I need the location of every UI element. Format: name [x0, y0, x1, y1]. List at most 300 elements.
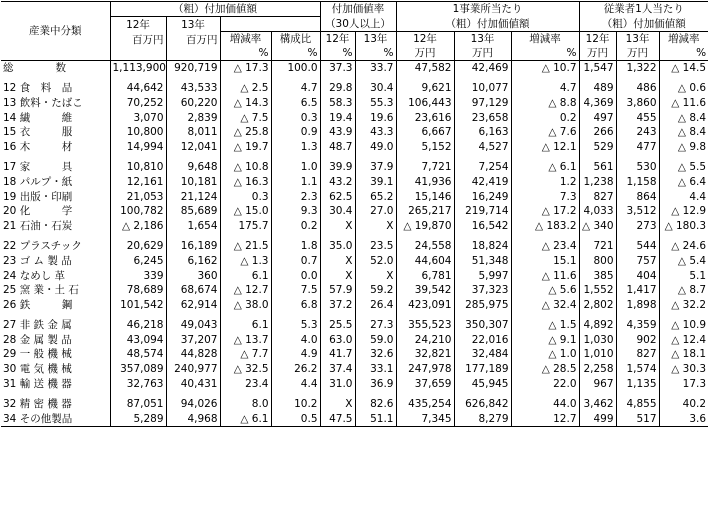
row-label: 23 ゴ ム 製 品 — [3, 254, 72, 267]
estab-change-cell: 15.1 — [511, 254, 579, 269]
va-y12-cell: 339 — [110, 268, 166, 283]
estab-y12-header: 12年 万円 — [396, 31, 454, 60]
estab-y13-cell: 10,077 — [454, 81, 511, 96]
va-change-cell: △ 38.0 — [220, 297, 271, 312]
emp-change-cell: △ 12.4 — [659, 333, 708, 348]
emp-y13-cell: 243 — [616, 125, 659, 140]
emp-y12-header: 12年 万円 — [579, 31, 616, 60]
estab-y13-cell: 177,189 — [454, 362, 511, 377]
va-y13-cell: 6,162 — [166, 254, 220, 269]
rate-y12-cell: 35.0 — [320, 239, 355, 254]
estab-y12-cell: 24,210 — [396, 333, 454, 348]
va-y12-cell: 6,245 — [110, 254, 166, 269]
va-change-cell: △ 25.8 — [220, 125, 271, 140]
estab-y12-cell: 106,443 — [396, 96, 454, 111]
va-y13-cell: 9,648 — [166, 160, 220, 175]
rate-y13-cell: 37.9 — [355, 160, 396, 175]
rate-sub-header: （30人以上） — [320, 17, 396, 32]
estab-change-cell: 7.3 — [511, 189, 579, 204]
table-row — [1, 318, 708, 333]
row-label: 17 家 具 — [3, 161, 73, 174]
estab-y12-cell: 37,659 — [396, 376, 454, 391]
va-y12-cell: 70,252 — [110, 96, 166, 111]
table-row — [1, 139, 708, 154]
estab-change-cell: △ 5.6 — [511, 283, 579, 298]
rate-y13-cell: X — [355, 218, 396, 233]
va-composition-cell: 4.4 — [271, 376, 320, 391]
table-row — [1, 397, 708, 412]
emp-change-cell: △ 0.6 — [659, 81, 708, 96]
per-employee-header-2: （粗）付加価値額 — [579, 17, 708, 32]
va-change-cell: △ 19.7 — [220, 139, 271, 154]
emp-change-cell: △ 24.6 — [659, 239, 708, 254]
estab-y13-cell: 16,249 — [454, 189, 511, 204]
emp-y13-cell: 455 — [616, 110, 659, 125]
va-y12-cell: 100,782 — [110, 204, 166, 219]
va-y13-cell: 62,914 — [166, 297, 220, 312]
va-y12-cell: 78,689 — [110, 283, 166, 298]
emp-y12-cell: 4,892 — [579, 318, 616, 333]
emp-change-cell: △ 32.2 — [659, 297, 708, 312]
emp-y12-cell: △ 340 — [579, 218, 616, 233]
estab-y12-cell: 265,217 — [396, 204, 454, 219]
va-change-cell: △ 16.3 — [220, 175, 271, 190]
table-header — [1, 2, 708, 61]
rate-y12-cell: 43.2 — [320, 175, 355, 190]
rate-y12-cell: 37.4 — [320, 362, 355, 377]
va-y12-cell: 44,642 — [110, 81, 166, 96]
va-change-cell: △ 21.5 — [220, 239, 271, 254]
va-y12-cell: 101,542 — [110, 297, 166, 312]
emp-y13-cell: 3,512 — [616, 204, 659, 219]
va-composition-cell: 0.3 — [271, 110, 320, 125]
va-composition-cell: 26.2 — [271, 362, 320, 377]
estab-y13-cell: 45,945 — [454, 376, 511, 391]
rate-y13-cell: 30.4 — [355, 81, 396, 96]
rate-y12-cell: X — [320, 268, 355, 283]
emp-y13-cell: 1,322 — [616, 60, 659, 75]
emp-y13-cell: 1,417 — [616, 283, 659, 298]
rate-y12-cell: X — [320, 397, 355, 412]
row-label: 30 電 気 機 械 — [3, 363, 72, 376]
emp-change-cell: △ 12.9 — [659, 204, 708, 219]
estab-y12-cell: △ 19,870 — [396, 218, 454, 233]
per-employee-header-1: 従業者1人当たり — [579, 2, 708, 17]
row-label: 29 一 般 機 械 — [3, 348, 72, 361]
rate-y13-cell: 59.0 — [355, 333, 396, 348]
emp-y13-cell: 4,359 — [616, 318, 659, 333]
estab-y13-cell: 32,484 — [454, 347, 511, 362]
emp-change-cell: △ 5.5 — [659, 160, 708, 175]
rate-y12-cell: 39.9 — [320, 160, 355, 175]
estab-change-cell: △ 8.8 — [511, 96, 579, 111]
rate-y12-cell: 37.2 — [320, 297, 355, 312]
row-label: 22 プラスチック — [3, 240, 82, 253]
estab-change-cell: 44.0 — [511, 397, 579, 412]
emp-change-cell: △ 6.4 — [659, 175, 708, 190]
table-row — [1, 412, 708, 427]
va-y12-cell: 12,161 — [110, 175, 166, 190]
rate-y12-cell: 29.8 — [320, 81, 355, 96]
table-row — [1, 254, 708, 269]
va-change-cell: △ 17.3 — [220, 60, 271, 75]
estab-y12-cell: 6,667 — [396, 125, 454, 140]
emp-y13-cell: 1,158 — [616, 175, 659, 190]
row-label: 34 その他製品 — [1, 412, 110, 427]
va-y13-cell: 8,011 — [166, 125, 220, 140]
va-y12-cell: 3,070 — [110, 110, 166, 125]
va-y12-cell: 10,800 — [110, 125, 166, 140]
estab-y13-cell: 626,842 — [454, 397, 511, 412]
rate-y12-cell: 19.4 — [320, 110, 355, 125]
emp-y12-cell: 561 — [579, 160, 616, 175]
rate-y13-cell: 36.9 — [355, 376, 396, 391]
estab-y12-cell: 7,345 — [396, 412, 454, 427]
va-change-header: 増減率 % — [220, 31, 271, 60]
estab-change-header: 増減率 % — [511, 31, 579, 60]
estab-y13-cell: 7,254 — [454, 160, 511, 175]
row-label: 25 窯 業・土 石 — [3, 284, 79, 297]
va-y13-cell: 16,189 — [166, 239, 220, 254]
va-y13-cell: 85,689 — [166, 204, 220, 219]
va-y13-cell: 60,220 — [166, 96, 220, 111]
estab-y12-cell: 435,254 — [396, 397, 454, 412]
table-row — [1, 125, 708, 140]
va-composition-header: 構成比 % — [271, 31, 320, 60]
va-y12-cell: 32,763 — [110, 376, 166, 391]
emp-y13-cell: 864 — [616, 189, 659, 204]
emp-y12-cell: 3,462 — [579, 397, 616, 412]
row-label: 14 繊 維 — [3, 111, 73, 124]
estab-y13-cell: 22,016 — [454, 333, 511, 348]
table-row — [1, 376, 708, 391]
estab-change-cell: △ 1.0 — [511, 347, 579, 362]
va-y13-cell: 920,719 — [166, 60, 220, 75]
table-row — [1, 60, 708, 75]
estab-y12-cell: 47,582 — [396, 60, 454, 75]
row-label: 28 金 属 製 品 — [3, 333, 72, 346]
emp-y12-cell: 1,010 — [579, 347, 616, 362]
va-change-cell: △ 10.8 — [220, 160, 271, 175]
va-composition-cell: 1.3 — [271, 139, 320, 154]
rate-y12-cell: 41.7 — [320, 347, 355, 362]
row-label: 総 数 — [3, 61, 66, 74]
va-y13-header: 13年 百万円 — [166, 17, 220, 61]
emp-y13-cell: 757 — [616, 254, 659, 269]
rate-y12-cell: 43.9 — [320, 125, 355, 140]
va-y12-cell: 48,574 — [110, 347, 166, 362]
emp-y12-cell: 967 — [579, 376, 616, 391]
emp-change-cell: 40.2 — [659, 397, 708, 412]
row-label: 13 飲料・たばこ — [3, 96, 83, 109]
va-composition-cell: 4.0 — [271, 333, 320, 348]
emp-change-cell: 17.3 — [659, 376, 708, 391]
rate-y13-cell: 26.4 — [355, 297, 396, 312]
va-change-cell: 8.0 — [220, 397, 271, 412]
table-row — [1, 347, 708, 362]
rate-y13-cell: 32.6 — [355, 347, 396, 362]
estab-y12-cell: 24,558 — [396, 239, 454, 254]
emp-y13-cell: 902 — [616, 333, 659, 348]
va-change-cell: △ 7.7 — [220, 347, 271, 362]
va-y12-cell: 10,810 — [110, 160, 166, 175]
estab-change-cell: 4.7 — [511, 81, 579, 96]
rate-y13-cell: 33.1 — [355, 362, 396, 377]
emp-change-cell: △ 30.3 — [659, 362, 708, 377]
row-label: 21 石油・石炭 — [3, 219, 73, 232]
estab-change-cell: △ 11.6 — [511, 268, 579, 283]
va-y13-cell: 68,674 — [166, 283, 220, 298]
rate-y13-header: 13年 % — [355, 31, 396, 60]
va-y13-cell: 240,977 — [166, 362, 220, 377]
va-y13-cell: 40,431 — [166, 376, 220, 391]
emp-y12-cell: 4,369 — [579, 96, 616, 111]
va-change-cell: 0.3 — [220, 189, 271, 204]
rate-y12-cell: 62.5 — [320, 189, 355, 204]
emp-change-cell: △ 8.4 — [659, 125, 708, 140]
emp-y12-cell: 385 — [579, 268, 616, 283]
va-composition-cell: 9.3 — [271, 204, 320, 219]
rate-y12-cell: 47.5 — [320, 412, 355, 427]
emp-y13-cell: 827 — [616, 347, 659, 362]
emp-y12-cell: 800 — [579, 254, 616, 269]
table-row — [1, 268, 708, 283]
estab-change-cell: 12.7 — [511, 412, 579, 427]
va-y12-cell: 21,053 — [110, 189, 166, 204]
va-change-cell: △ 14.3 — [220, 96, 271, 111]
emp-y13-cell: 4,855 — [616, 397, 659, 412]
row-label: 15 衣 服 — [3, 126, 73, 139]
va-y13-cell: 43,533 — [166, 81, 220, 96]
emp-y12-cell: 1,552 — [579, 283, 616, 298]
va-y12-cell: 1,113,900 — [110, 60, 166, 75]
emp-y13-cell: 517 — [616, 412, 659, 427]
emp-y12-cell: 1,030 — [579, 333, 616, 348]
emp-y13-cell: 530 — [616, 160, 659, 175]
emp-change-cell: △ 11.6 — [659, 96, 708, 111]
emp-change-cell: △ 180.3 — [659, 218, 708, 233]
estab-y12-cell: 32,821 — [396, 347, 454, 362]
table-row — [1, 96, 708, 111]
va-y12-cell: 5,289 — [110, 412, 166, 427]
estab-y13-cell: 4,527 — [454, 139, 511, 154]
va-composition-cell: 0.0 — [271, 268, 320, 283]
estab-y13-cell: 18,824 — [454, 239, 511, 254]
estab-change-cell: △ 23.4 — [511, 239, 579, 254]
emp-y13-cell: 404 — [616, 268, 659, 283]
emp-y12-cell: 2,802 — [579, 297, 616, 312]
estab-y13-cell: 219,714 — [454, 204, 511, 219]
rate-y13-cell: 55.3 — [355, 96, 396, 111]
estab-y12-cell: 15,146 — [396, 189, 454, 204]
va-change-cell: △ 13.7 — [220, 333, 271, 348]
estab-y13-cell: 5,997 — [454, 268, 511, 283]
emp-change-cell: △ 8.4 — [659, 110, 708, 125]
row-label: 27 非 鉄 金 属 — [3, 319, 72, 332]
emp-y13-cell: 1,898 — [616, 297, 659, 312]
rate-y12-cell: 63.0 — [320, 333, 355, 348]
estab-y12-cell: 6,781 — [396, 268, 454, 283]
row-label: 31 輸 送 機 器 — [3, 377, 72, 390]
emp-change-cell: 5.1 — [659, 268, 708, 283]
emp-change-cell: △ 5.4 — [659, 254, 708, 269]
table-row — [1, 189, 708, 204]
va-composition-cell: 0.2 — [271, 218, 320, 233]
emp-y12-cell: 489 — [579, 81, 616, 96]
estab-y12-cell: 41,936 — [396, 175, 454, 190]
estab-y12-cell: 44,604 — [396, 254, 454, 269]
estab-change-cell: △ 9.1 — [511, 333, 579, 348]
row-label: 19 出版・印刷 — [3, 190, 73, 203]
va-change-cell: △ 32.5 — [220, 362, 271, 377]
va-y12-cell: 87,051 — [110, 397, 166, 412]
emp-y13-cell: 544 — [616, 239, 659, 254]
va-change-cell: △ 6.1 — [220, 412, 271, 427]
per-establishment-header-2: （粗）付加価値額 — [396, 17, 579, 32]
estab-y13-cell: 97,129 — [454, 96, 511, 111]
estab-change-cell: △ 183.2 — [511, 218, 579, 233]
estab-y13-cell: 16,542 — [454, 218, 511, 233]
va-composition-cell: 100.0 — [271, 60, 320, 75]
rate-y12-cell: 48.7 — [320, 139, 355, 154]
emp-change-cell: △ 9.8 — [659, 139, 708, 154]
estab-y13-cell: 42,419 — [454, 175, 511, 190]
emp-y13-cell: 1,135 — [616, 376, 659, 391]
emp-y12-cell: 529 — [579, 139, 616, 154]
table-row — [1, 239, 708, 254]
va-change-cell: △ 12.7 — [220, 283, 271, 298]
estab-y13-cell: 37,323 — [454, 283, 511, 298]
emp-y13-cell: 486 — [616, 81, 659, 96]
table-body — [1, 60, 708, 427]
per-establishment-header-1: 1事業所当たり — [396, 2, 579, 17]
emp-y12-cell: 1,547 — [579, 60, 616, 75]
rate-y13-cell: 51.1 — [355, 412, 396, 427]
estab-y13-cell: 8,279 — [454, 412, 511, 427]
emp-change-cell: △ 10.9 — [659, 318, 708, 333]
table-row — [1, 81, 708, 96]
estab-change-cell: △ 12.1 — [511, 139, 579, 154]
emp-y13-cell: 1,574 — [616, 362, 659, 377]
rate-y13-cell: 82.6 — [355, 397, 396, 412]
va-change-cell: △ 15.0 — [220, 204, 271, 219]
va-composition-cell: 1.1 — [271, 175, 320, 190]
emp-y12-cell: 721 — [579, 239, 616, 254]
va-y12-cell: △ 2,186 — [110, 218, 166, 233]
rate-y12-cell: 30.4 — [320, 204, 355, 219]
va-y13-cell: 49,043 — [166, 318, 220, 333]
va-y12-cell: 14,994 — [110, 139, 166, 154]
va-y13-cell: 37,207 — [166, 333, 220, 348]
va-composition-cell: 2.3 — [271, 189, 320, 204]
estab-change-cell: △ 10.7 — [511, 60, 579, 75]
table-row — [1, 218, 708, 233]
va-change-cell: 23.4 — [220, 376, 271, 391]
va-composition-cell: 6.8 — [271, 297, 320, 312]
va-composition-cell: 0.9 — [271, 125, 320, 140]
value-added-header: （粗）付加価値額 — [110, 2, 320, 17]
va-composition-cell: 5.3 — [271, 318, 320, 333]
table-row — [1, 204, 708, 219]
va-composition-cell: 4.7 — [271, 81, 320, 96]
estab-change-cell: △ 32.4 — [511, 297, 579, 312]
estab-y13-cell: 42,469 — [454, 60, 511, 75]
estab-y12-cell: 5,152 — [396, 139, 454, 154]
rate-y12-cell: 25.5 — [320, 318, 355, 333]
rate-y13-cell: 52.0 — [355, 254, 396, 269]
estab-y12-cell: 39,542 — [396, 283, 454, 298]
rate-y13-cell: 39.1 — [355, 175, 396, 190]
rate-y12-cell: 31.0 — [320, 376, 355, 391]
estab-y13-cell: 6,163 — [454, 125, 511, 140]
emp-y12-cell: 1,238 — [579, 175, 616, 190]
value-added-table — [1, 1, 708, 427]
va-change-cell: 175.7 — [220, 218, 271, 233]
estab-y12-cell: 7,721 — [396, 160, 454, 175]
estab-y13-cell: 350,307 — [454, 318, 511, 333]
va-y12-header: 12年 百万円 — [110, 17, 166, 61]
estab-change-cell: △ 28.5 — [511, 362, 579, 377]
va-y13-cell: 2,839 — [166, 110, 220, 125]
emp-y12-cell: 4,033 — [579, 204, 616, 219]
rate-y13-cell: 27.3 — [355, 318, 396, 333]
rate-y13-cell: X — [355, 268, 396, 283]
emp-y13-cell: 477 — [616, 139, 659, 154]
emp-y13-cell: 273 — [616, 218, 659, 233]
emp-y13-header: 13年 万円 — [616, 31, 659, 60]
rate-y13-cell: 43.3 — [355, 125, 396, 140]
emp-y12-cell: 497 — [579, 110, 616, 125]
rate-header: 付加価値率 — [320, 2, 396, 17]
rate-y13-cell: 65.2 — [355, 189, 396, 204]
emp-y12-cell: 2,258 — [579, 362, 616, 377]
emp-y13-cell: 3,860 — [616, 96, 659, 111]
table-row — [1, 110, 708, 125]
emp-change-cell: △ 14.5 — [659, 60, 708, 75]
table-row — [1, 175, 708, 190]
estab-y13-header: 13年 万円 — [454, 31, 511, 60]
va-y13-cell: 360 — [166, 268, 220, 283]
va-y12-cell: 46,218 — [110, 318, 166, 333]
row-label: 16 木 材 — [3, 140, 73, 153]
row-label: 24 なめし 革 — [3, 269, 66, 282]
va-change-cell: △ 2.5 — [220, 81, 271, 96]
va-composition-cell: 7.5 — [271, 283, 320, 298]
table-row — [1, 160, 708, 175]
va-y13-cell: 44,828 — [166, 347, 220, 362]
row-label: 32 精 密 機 器 — [3, 398, 72, 411]
estab-change-cell: △ 6.1 — [511, 160, 579, 175]
va-y13-cell: 12,041 — [166, 139, 220, 154]
va-composition-cell: 4.9 — [271, 347, 320, 362]
estab-y13-cell: 23,658 — [454, 110, 511, 125]
estab-change-cell: △ 17.2 — [511, 204, 579, 219]
va-y12-cell: 357,089 — [110, 362, 166, 377]
estab-change-cell: 0.2 — [511, 110, 579, 125]
category-header: 産業中分類 — [1, 2, 110, 61]
emp-change-cell: 3.6 — [659, 412, 708, 427]
va-composition-cell: 0.5 — [271, 412, 320, 427]
row-label: 12 食 料 品 — [3, 82, 73, 95]
va-composition-cell: 1.0 — [271, 160, 320, 175]
rate-y12-cell: 58.3 — [320, 96, 355, 111]
emp-y12-cell: 827 — [579, 189, 616, 204]
estab-change-cell: △ 7.6 — [511, 125, 579, 140]
rate-y13-cell: 33.7 — [355, 60, 396, 75]
va-composition-cell: 10.2 — [271, 397, 320, 412]
estab-y13-cell: 285,975 — [454, 297, 511, 312]
rate-y13-cell: 23.5 — [355, 239, 396, 254]
